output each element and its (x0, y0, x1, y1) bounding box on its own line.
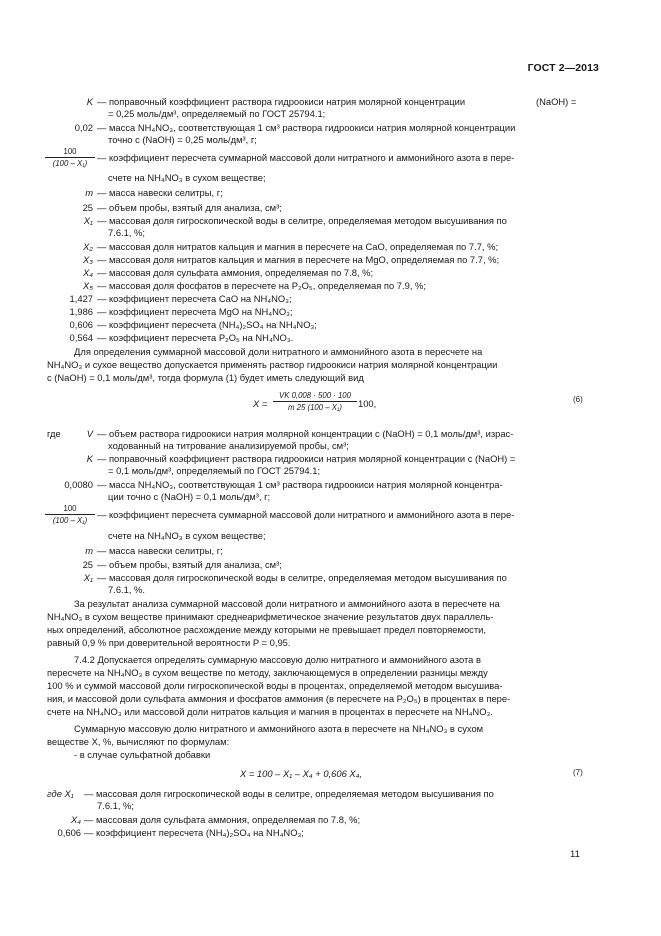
def-symbol: 1,427 (69, 293, 93, 304)
def-symbol: 0,02 (74, 122, 93, 133)
def-text: счете на NH₄NO₃ в сухом веществе; (108, 530, 266, 541)
def-symbol: V (86, 428, 93, 439)
def-text: — коэффициент пересчета MgO на NH₄NO₃; (97, 306, 293, 317)
def-symbol: где X₁ (47, 788, 74, 799)
where-label: где (47, 428, 61, 439)
def-symbol: X₁ (83, 215, 93, 226)
def-text: — массовая доля фосфатов в пересчете на P₂O₅, определяемая по 7.9, %; (97, 280, 426, 291)
def-text: — массовая доля гигроскопической воды в селитре, определяемая методом высушивания по (84, 788, 494, 799)
def-symbol: 0,0080 (64, 479, 93, 490)
def-text: 7.6.1, %; (97, 800, 135, 811)
def-symbol: 25 (82, 202, 93, 213)
paragraph-line: 100 % и суммой массовой доли гигроскопической воды в процентах, определяемой методом высушива- (47, 680, 503, 691)
def-text: — масса NH₄NO₃, соответствующая 1 см³ раствора гидроокиси натрия молярной концентрации (97, 122, 516, 133)
def-symbol: m (85, 187, 93, 198)
def-text: ходованный на титрование анализируемой пробы, см³; (108, 440, 349, 451)
paragraph-line: ных определений, абсолютное расхождение между которыми не превышает предел повторяемости, (47, 624, 487, 635)
def-text: = 0,1 моль/дм³, определяемый по ГОСТ 25794.1; (108, 465, 321, 476)
def-text: ции точно c (NaOH) = 0,1 моль/дм³, г; (108, 491, 271, 502)
standard-header: ГОСТ 2—2013 (527, 62, 599, 74)
def-text: — масса NH₄NO₃, соответствующая 1 см³ раствора гидроокиси натрия молярной концентра- (97, 479, 503, 490)
paragraph-line: NH₄NO₃ в сухом веществе принимают среднеарифметическое значение результатов двух параллель- (47, 611, 494, 622)
def-symbol: 0,606 (69, 319, 93, 330)
paragraph-line: 7.4.2 Допускается определять суммарную массовую долю нитратного и аммонийного азота в (74, 654, 481, 665)
paragraph-line: пересчете на NH₄NO₃ в сухом веществе по методу, заключающемуся в определении разницы между (47, 667, 488, 678)
def-text: — объем пробы, взятый для анализа, см³; (97, 202, 282, 213)
def-text: 7.6.1, %. (108, 584, 146, 595)
paragraph-line: равный 0,9 % при доверительной вероятности P = 0,95. (47, 637, 291, 648)
def-symbol: X₄ (82, 267, 93, 278)
def-text: — коэффициент пересчета (NH₄)₂SO₄ на NH₄NO₃; (97, 319, 317, 330)
def-text: — массовая доля сульфата аммония, определяемая по 7.8, %; (97, 267, 374, 278)
def-text: — поправочный коэффициент раствора гидроокиси натрия молярной концентрации c (NaOH) = (97, 453, 516, 464)
def-symbol: 1,986 (69, 306, 93, 317)
paragraph-line: - в случае сульфатной добавки (74, 749, 211, 760)
formula-tail: 100, (358, 398, 377, 409)
def-text: — массовая доля гигроскопической воды в селитре, определяемая методом высушивания по (97, 215, 507, 226)
formula-numerator: VK 0,008 · 500 · 100 (273, 391, 357, 402)
def-symbol: X₂ (83, 241, 93, 252)
def-text: = 0,25 моль/дм³, определяемый по ГОСТ 25794.1; (108, 108, 326, 119)
equation-number: (7) (573, 768, 583, 777)
def-text: — коэффициент пересчета суммарной массовой доли нитратного и аммонийного азота в пере- (97, 152, 515, 163)
equation-number: (6) (573, 395, 583, 404)
paragraph-line: NH₄NO₃ и сухое вещество допускается применять раствор гидроокиси натрия молярной концентрации (47, 359, 498, 370)
def-text: — масса навески селитры, г; (97, 187, 223, 198)
paragraph-line: За результат анализа суммарной массовой доли нитратного и аммонийного азота в пересчете на (74, 598, 500, 609)
def-text: — массовая доля нитратов кальция и магния в пересчете на CaO, определяемая по 7.7, %; (97, 241, 499, 252)
paragraph-line: Для определения суммарной массовой доли нитратного и аммонийного азота в пересчете на (74, 346, 483, 357)
fraction-numerator: 100 (45, 147, 95, 158)
def-symbol: K (86, 96, 93, 107)
def-text: — коэффициент пересчета CaO на NH₄NO₃; (97, 293, 292, 304)
def-text-tail: (NaOH) = (536, 96, 577, 107)
def-text: — коэффициент пересчета суммарной массовой доли нитратного и аммонийного азота в пере- (97, 509, 515, 520)
fraction (45, 147, 95, 168)
def-symbol: 0,564 (69, 332, 93, 343)
def-text: — коэффициент пересчета P₂O₅ на NH₄NO₃. (97, 332, 294, 343)
def-symbol: X₃ (83, 254, 93, 265)
formula-lhs: X = (253, 398, 268, 409)
def-text: — масса навески селитры, г; (97, 545, 223, 556)
def-text: 7.6.1, %; (108, 227, 146, 238)
formula-7: X = 100 – X₁ – X₄ + 0,606 X₄, (240, 768, 363, 779)
paragraph-line: счете на NH₄NO₃ или массовой доли нитратов кальция и магния в процентах в пересчете на NH₄NO₃. (47, 706, 493, 717)
def-text: счете на NH₄NO₃ в сухом веществе; (108, 172, 266, 183)
def-symbol: 25 (82, 559, 93, 570)
def-text: — массовая доля гигроскопической воды в селитре, определяемая методом высушивания по (97, 572, 507, 583)
def-text: — коэффициент пересчета (NH₄)₂SO₄ на NH₄NO₃; (84, 827, 304, 838)
paragraph-line: c (NaOH) = 0,1 моль/дм³, тогда формула (1) будет иметь следующий вид (47, 372, 364, 383)
paragraph-line: ния, и массовой доли сульфата аммония и фосфатов аммония (в пересчете на P₂O₅) в процентах в пере- (47, 693, 511, 704)
formula-denominator: m 25 (100 – X₁) (287, 403, 343, 412)
def-text: — массовая доля нитратов кальция и магния в пересчете на MgO, определяемая по 7.7, %; (97, 254, 500, 265)
formula-fraction (273, 391, 357, 412)
def-text: — массовая доля сульфата аммония, определяемая по 7.8, %; (84, 814, 361, 825)
def-text: — объем пробы, взятый для анализа, см³; (97, 559, 282, 570)
fraction (45, 504, 95, 525)
fraction-denominator: (100 – X₁) (52, 516, 88, 525)
def-symbol: X₅ (82, 280, 93, 291)
def-symbol: m (85, 545, 93, 556)
def-text: — объем раствора гидроокиси натрия молярной концентрации c (NaOH) = 0,1 моль/дм³, израс- (97, 428, 514, 439)
def-symbol: X₄ (70, 814, 81, 825)
paragraph-line: Суммарную массовую долю нитратного и аммонийного азота в пересчете на NH₄NO₃ в сухом (74, 723, 484, 734)
def-text: точно c (NaOH) = 0,25 моль/дм³, г; (108, 134, 257, 145)
def-text: — поправочный коэффициент раствора гидроокиси натрия молярной концентрации (97, 96, 466, 107)
paragraph-line: веществе X, %, вычисляют по формулам: (47, 736, 230, 747)
fraction-denominator: (100 – X₁) (52, 159, 88, 168)
def-symbol: K (86, 453, 93, 464)
fraction-numerator: 100 (45, 504, 95, 515)
def-symbol: 0,606 (57, 827, 81, 838)
page-number: 11 (570, 849, 580, 860)
def-symbol: X₁ (83, 572, 93, 583)
